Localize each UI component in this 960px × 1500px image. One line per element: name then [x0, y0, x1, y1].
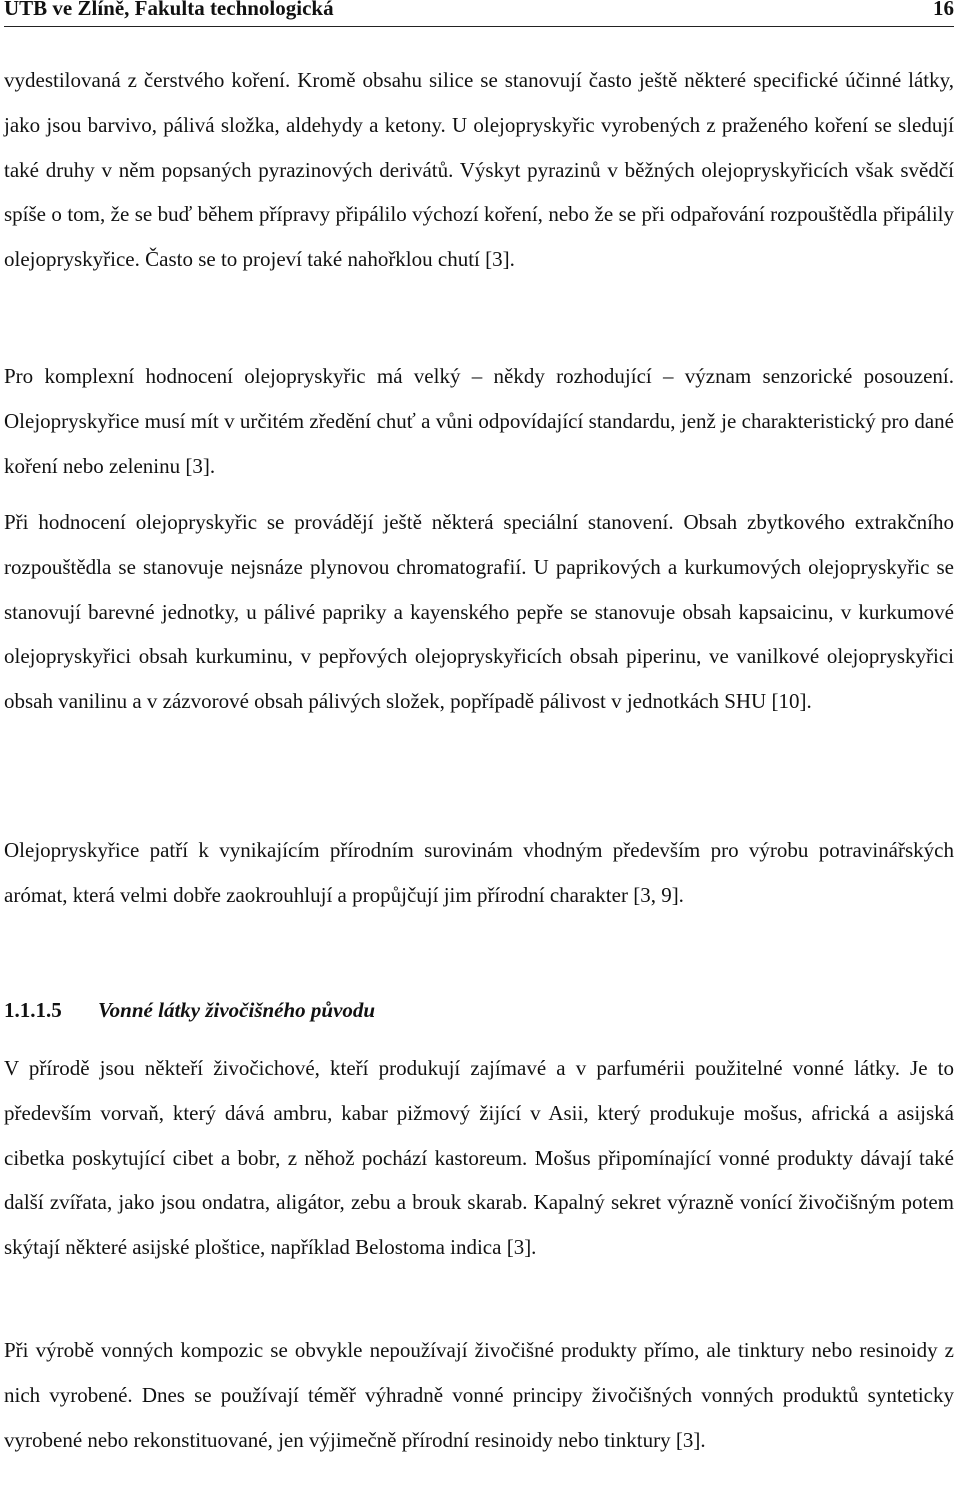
paragraph-6: Při výrobě vonných kompozic se obvykle nepoužívají živočišné produkty přímo, ale tinktury nebo resinoidy z nich vyrobené. Dnes se používají téměř výhradně vonné principy živočišných vonných produktů synteticky vyrobené nebo rekonstituované, jen výjimečně přírodní resinoidy nebo tinktury [3].	[4, 1338, 954, 1452]
header-title: UTB ve Zlíně, Fakulta technologická	[4, 0, 334, 20]
paragraph-2: Pro komplexní hodnocení olejopryskyřic má velký – někdy rozhodující – význam senzorické posouzení. Olejopryskyřice musí mít v určitém zředění chuť a vůni odpovídající standardu, jenž je charakteristický pro dané koření nebo zeleninu [3].	[4, 364, 954, 478]
section-heading	[4, 988, 954, 1032]
section-number: 1.1.1.5	[4, 998, 62, 1022]
paragraph-1: vydestilovaná z čerstvého koření. Kromě obsahu silice se stanovují často ještě některé specifické účinné látky, jako jsou barvivo, pálivá složka, aldehydy a ketony. U olejopryskyřic vyrobených z praženého koření se sledují také druhy v něm popsaných pyrazinových derivátů. Výskyt pyrazinů v běžných olejopryskyřicích však svědčí spíše o tom, že se buď během přípravy připálilo výchozí koření, nebo že se při odpařování rozpouštědla připálily olejopryskyřice. Často se to projeví také nahořklou chutí [3].	[4, 68, 954, 272]
paragraph-4: Olejopryskyřice patří k vynikajícím přírodním surovinám vhodným především pro výrobu potravinářských arómat, která velmi dobře zaokrouhlují a propůjčují jim přírodní charakter [3, 9].	[4, 838, 954, 907]
page-number: 16	[933, 0, 954, 20]
section-title: Vonné látky živočišného původu	[98, 998, 376, 1022]
paragraph-5: V přírodě jsou někteří živočichové, kteří produkují zajímavé a v parfumérii použitelné vonné látky. Je to především vorvaň, který dává ambru, kabar pižmový žijící v Asii, který produkuje mošus, africká a asijská cibetka poskytující cibet a bobr, z něhož pochází kastoreum. Mošus připomínající vonné produkty dávají také další zvířata, jako jsou ondatra, aligátor, zebu a brouk skarab. Kapalný sekret výrazně vonící živočišným potem skýtají některé asijské ploštice, například Belostoma indica [3].	[4, 1056, 954, 1260]
paragraph-3: Při hodnocení olejopryskyřic se provádějí ještě některá speciální stanovení. Obsah zbytkového extrakčního rozpouštědla se stanovuje nejsnáze plynovou chromatografií. U paprikových a kurkumových olejopryskyřic se stanovují barevné jednotky, u pálivé papriky a kayenského pepře se stanovuje obsah kapsaicinu, v kurkumové olejopryskyřici obsah kurkuminu, v pepřových olejopryskyřicích obsah piperinu, ve vanilkové olejopryskyřici obsah vanilinu a v zázvorové obsah pálivých složek, popřípadě pálivost v jednotkách SHU [10].	[4, 510, 954, 714]
page-header	[4, 0, 954, 27]
